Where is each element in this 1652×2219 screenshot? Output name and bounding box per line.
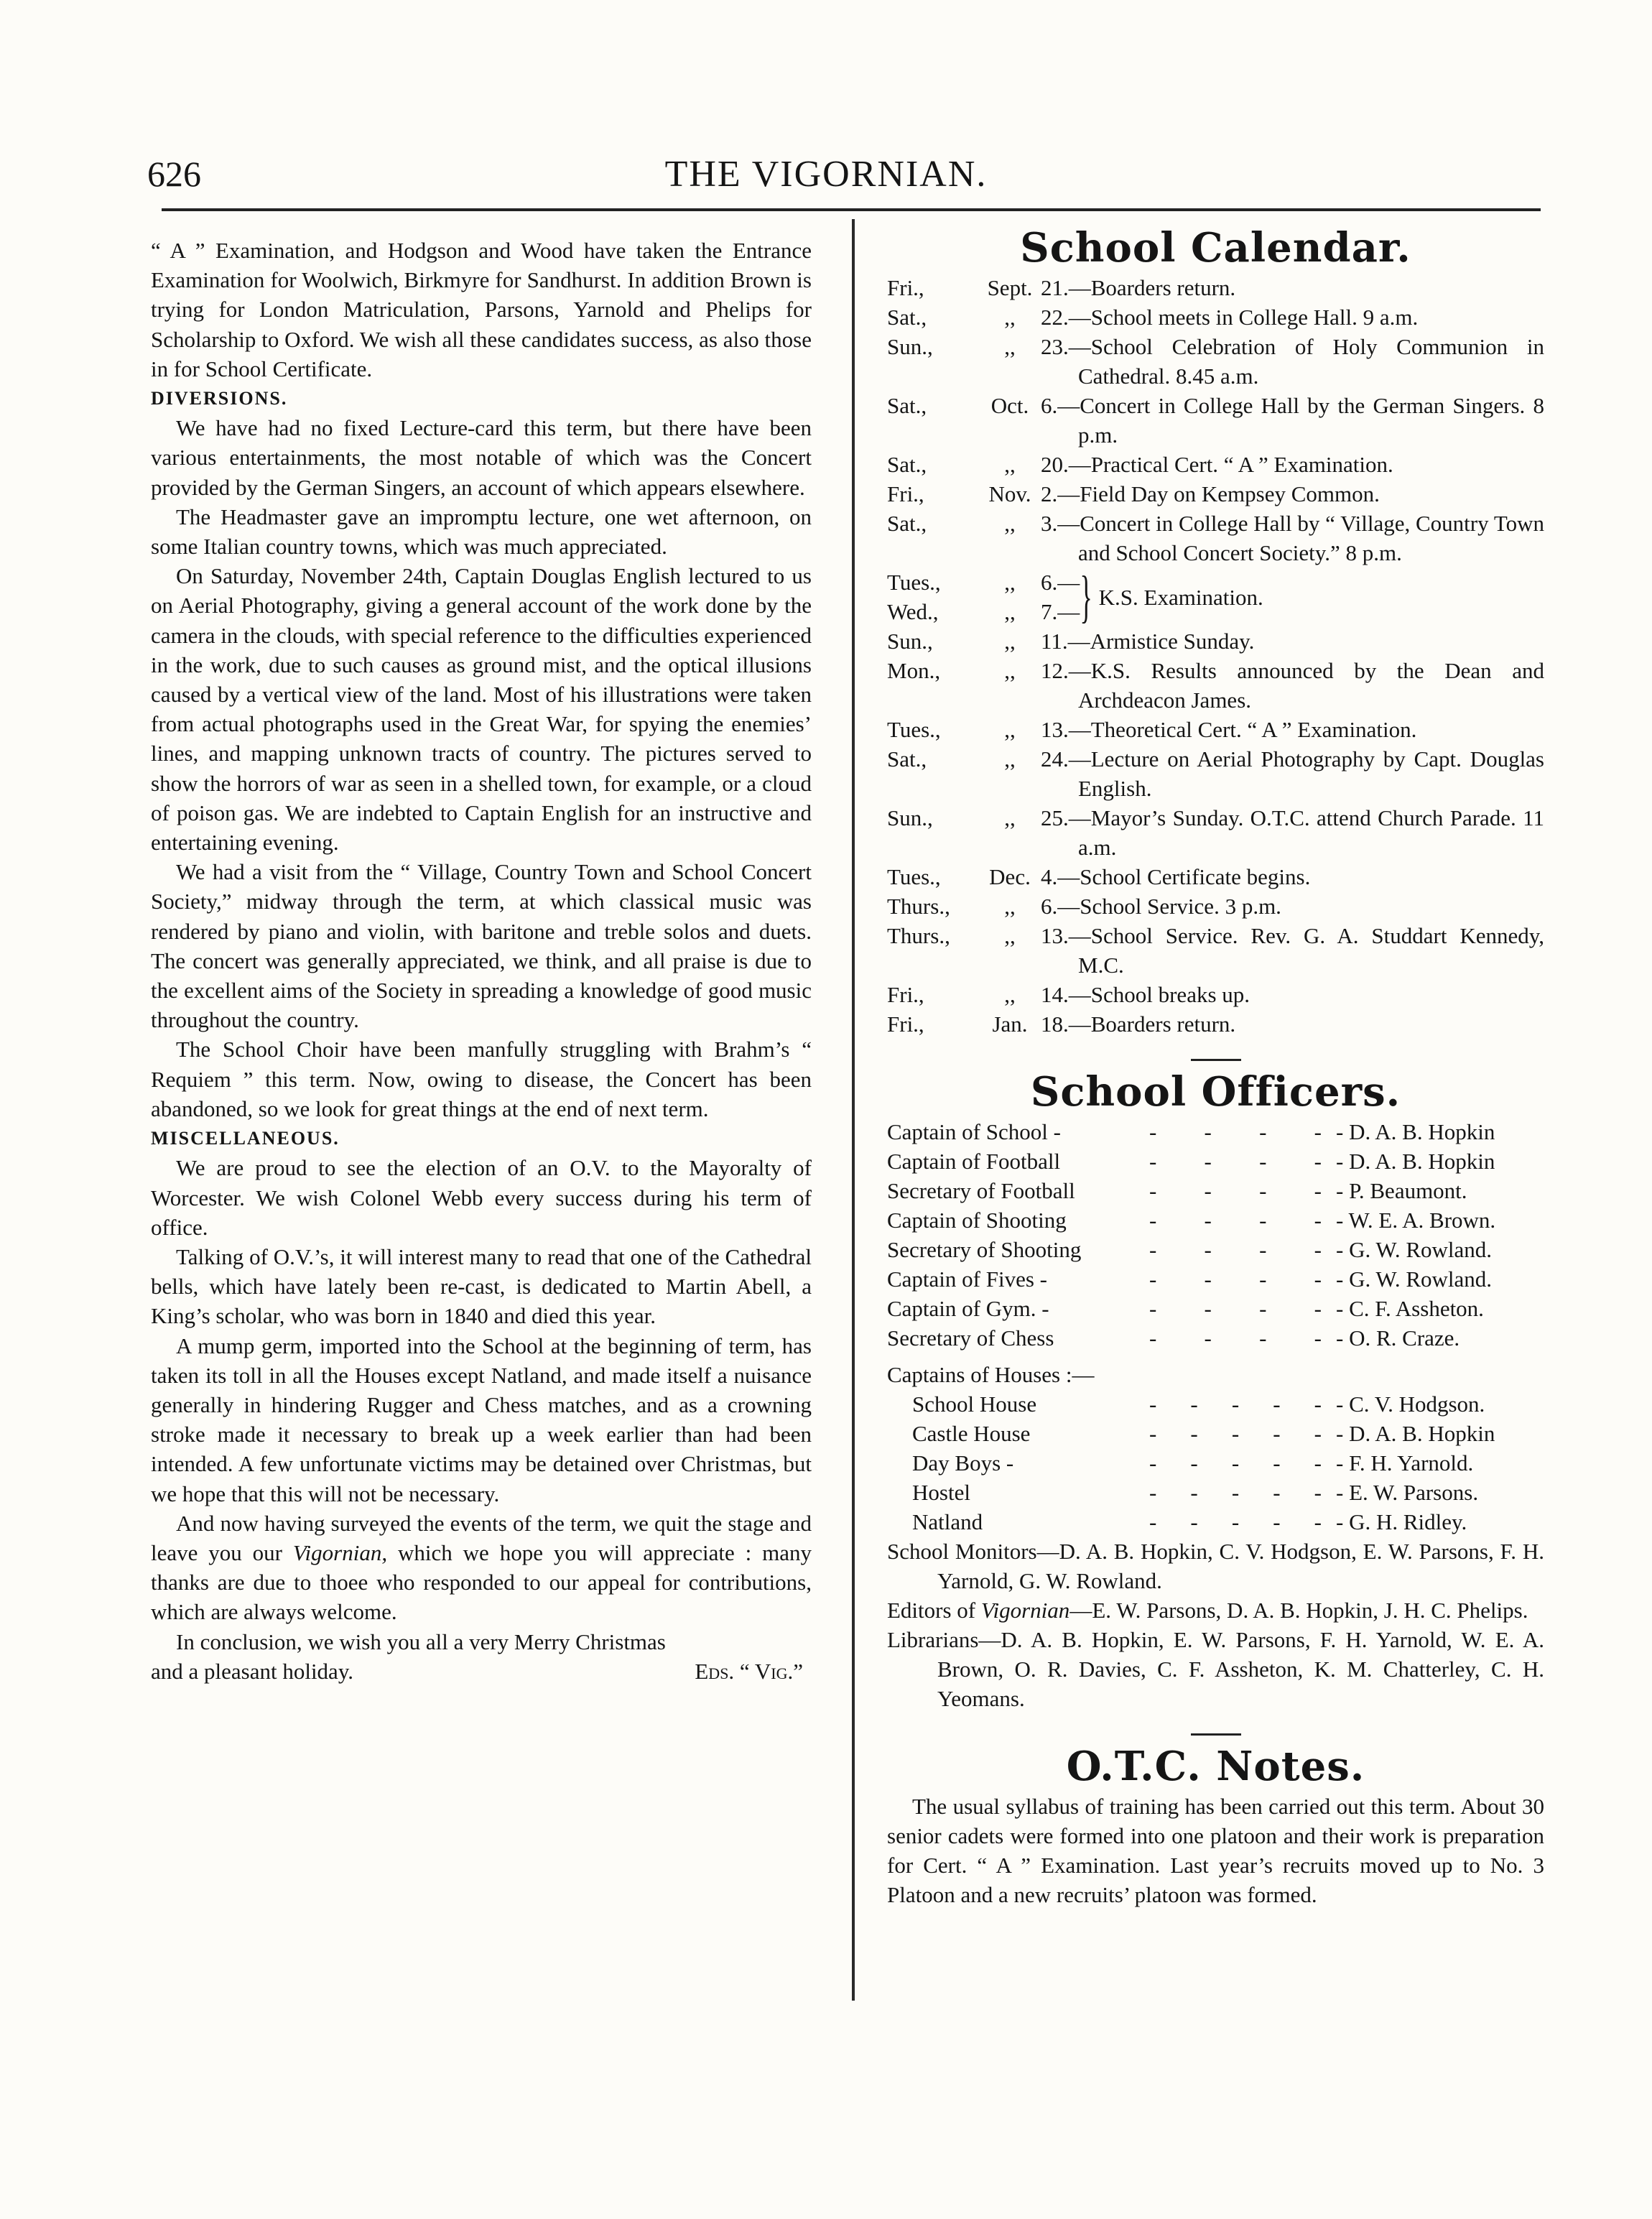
officer-role: Captain of School - bbox=[887, 1119, 1061, 1144]
calendar-month: ,, bbox=[1004, 923, 1016, 948]
calendar-row bbox=[887, 273, 1544, 302]
calendar-row bbox=[887, 391, 1544, 450]
calendar-row bbox=[887, 332, 1544, 391]
calendar-month: ,, bbox=[1004, 570, 1016, 595]
leader-dashes: - - - - bbox=[1149, 1237, 1322, 1262]
left-column bbox=[151, 236, 812, 1686]
paragraph-headmaster-lecture: The Headmaster gave an impromptu lecture, one wet afternoon, on some Italian country towns, which was much appreciated. bbox=[151, 504, 812, 560]
paragraph-conclusion: In conclusion, we wish you all a very Merry Christmas bbox=[176, 1629, 666, 1654]
calendar-row bbox=[887, 803, 1544, 862]
calendar-event: K.S. Examination. bbox=[1098, 584, 1263, 610]
calendar-day: Sun., bbox=[887, 805, 933, 830]
calendar-row bbox=[887, 626, 1544, 656]
calendar-event: 24.—Lecture on Aerial Photography by Capt. Douglas English. bbox=[1041, 746, 1544, 801]
officer-name: - C. V. Hodgson. bbox=[1336, 1391, 1485, 1417]
calendar-day: Sun., bbox=[887, 629, 933, 654]
editors-entry: Editors of Vigornian—E. W. Parsons, D. A. B. Hopkin, J. H. C. Phelips. bbox=[887, 1598, 1528, 1623]
officer-row bbox=[887, 1323, 1544, 1353]
leader-dashes: - - - - bbox=[1149, 1296, 1322, 1321]
officer-row bbox=[887, 1176, 1544, 1205]
officer-role: Hostel bbox=[912, 1480, 970, 1505]
calendar-month: ,, bbox=[1004, 511, 1016, 536]
calendar-month: Oct. bbox=[990, 393, 1029, 418]
calendar-date: 7.— bbox=[1041, 599, 1080, 624]
page-number: 626 bbox=[147, 154, 201, 194]
calendar-row bbox=[887, 1009, 1544, 1039]
calendar-event: 22.—School meets in College Hall. 9 a.m. bbox=[1041, 305, 1419, 330]
calendar-event: 6.—School Service. 3 p.m. bbox=[1041, 894, 1281, 919]
calendar-day: Mon., bbox=[887, 658, 941, 683]
calendar-day: Tues., bbox=[887, 864, 941, 889]
officer-role: Natland bbox=[912, 1509, 983, 1534]
calendar-month: ,, bbox=[1004, 599, 1016, 624]
officer-row bbox=[887, 1264, 1544, 1294]
calendar-row bbox=[887, 891, 1544, 921]
officer-row bbox=[887, 1205, 1544, 1235]
school-officers-heading: School Officers. bbox=[1030, 1068, 1401, 1116]
paragraph-lecture-card: We have had no fixed Lecture-card this term, but there have been various entertainments, the most notable of which was the Concert provided by the German Singers, an account of which appears elsewhere. bbox=[151, 415, 812, 500]
calendar-event: 14.—School breaks up. bbox=[1041, 982, 1250, 1007]
leader-dashes: - - - - bbox=[1149, 1208, 1322, 1233]
officers-list bbox=[887, 1117, 1544, 1353]
calendar-row bbox=[887, 862, 1544, 891]
officer-row bbox=[887, 1419, 1544, 1448]
officer-name: - O. R. Craze. bbox=[1336, 1325, 1460, 1351]
calendar-list-continued bbox=[887, 626, 1544, 1039]
right-column bbox=[887, 223, 1544, 1909]
calendar-month: Sept. bbox=[987, 275, 1033, 300]
calendar-month: ,, bbox=[1004, 982, 1016, 1007]
leader-dashes: - - - - - bbox=[1149, 1509, 1322, 1534]
paragraph-school-choir: The School Choir have been manfully struggling with Brahm’s “ Requiem ” this term. Now, owing to disease, the Concert has been abandoned, so we look for great things at the end of next term. bbox=[151, 1037, 812, 1121]
paragraph-concert-society: We had a visit from the “ Village, Country Town and School Concert Society,” midway through the term, at which classical music was rendered by piano and violin, with baritone and treble solos and duets. The concert was generally appreciated, we think, and all praise is due to the excellent aims of the Society in spreading a knowledge of good music throughout the country. bbox=[151, 859, 812, 1033]
calendar-day: Fri., bbox=[887, 1011, 924, 1037]
calendar-month: ,, bbox=[1004, 746, 1016, 772]
calendar-event: 11.—Armistice Sunday. bbox=[1041, 629, 1255, 654]
calendar-event: 20.—Practical Cert. “ A ” Examination. bbox=[1041, 452, 1393, 477]
calendar-month: ,, bbox=[1004, 894, 1016, 919]
leader-dashes: - - - - - bbox=[1149, 1480, 1322, 1505]
officer-name: - G. W. Rowland. bbox=[1336, 1237, 1492, 1262]
calendar-day: Sat., bbox=[887, 305, 927, 330]
officer-row bbox=[887, 1146, 1544, 1176]
calendar-event: 13.—Theoretical Cert. “ A ” Examination. bbox=[1041, 717, 1417, 742]
running-title: THE VIGORNIAN. bbox=[664, 154, 988, 195]
section-divider bbox=[1191, 1059, 1241, 1061]
officer-row bbox=[887, 1389, 1544, 1419]
paragraph-examinations: “ A ” Examination, and Hodgson and Wood have taken the Entrance Examination for Woolwich, Birkmyre for Sandhurst. In addition Brown is trying for London Matriculation, Parsons, Yarnold and Phelips for Scholarship to Oxford. We wish all these candidates success, as also those in for School Certificate. bbox=[151, 238, 812, 381]
calendar-day: Fri., bbox=[887, 275, 924, 300]
leader-dashes: - - - - bbox=[1149, 1325, 1322, 1351]
officer-row bbox=[887, 1235, 1544, 1264]
leader-dashes: - - - - - bbox=[1149, 1450, 1322, 1476]
paragraph-surveyed-events: And now having surveyed the events of the term, we quit the stage and leave you our Vigornian, which we hope you will appreciate : many thanks are due to thoee who responded to our appeal for contributions, which are always welcome. bbox=[151, 1510, 812, 1625]
calendar-row bbox=[887, 450, 1544, 479]
officer-row bbox=[887, 1507, 1544, 1537]
calendar-day: Sat., bbox=[887, 746, 927, 772]
captains-of-houses-heading: Captains of Houses :— bbox=[887, 1362, 1095, 1387]
officer-name: - E. W. Parsons. bbox=[1336, 1480, 1479, 1505]
school-monitors: School Monitors—D. A. B. Hopkin, C. V. Hodgson, E. W. Parsons, F. H. Yarnold, G. W. Rowland. bbox=[887, 1539, 1544, 1593]
calendar-day: Tues., bbox=[887, 570, 941, 595]
section-divider bbox=[1191, 1733, 1241, 1736]
otc-notes-text: The usual syllabus of training has been carried out this term. About 30 senior cadets were formed into one platoon and their work is preparation for Cert. “ A ” Examination. Last year’s recruits moved up to No. 3 Platoon and a new recruits’ platoon was formed. bbox=[887, 1794, 1544, 1907]
calendar-month: ,, bbox=[1004, 717, 1016, 742]
calendar-event: 6.—Concert in College Hall by the German Singers. 8 p.m. bbox=[1041, 393, 1544, 448]
calendar-row bbox=[887, 715, 1544, 744]
calendar-date: 6.— bbox=[1041, 570, 1080, 595]
leader-dashes: - - - - - bbox=[1149, 1391, 1322, 1417]
paragraph-aerial-photography: On Saturday, November 24th, Captain Douglas English lectured to us on Aerial Photography, giving a general account of the work done by the camera in the clouds, with special reference to the difficulties experienced in the work, due to such causes as ground mist, and the optical illusions caused by a vertical view of the land. Most of his illustrations were taken from actual photographs used in the Great War, for spying the enemies’ lines, and mapping unknown tracts of country. The pictures served to show the horrors of war as seen in a shelled town, for example, or a cloud of poison gas. We are indebted to Captain English for an instructive and entertaining evening. bbox=[151, 563, 812, 856]
officer-name: - G. W. Rowland. bbox=[1336, 1266, 1492, 1292]
leader-dashes: - - - - bbox=[1149, 1119, 1322, 1144]
officer-row bbox=[887, 1478, 1544, 1507]
calendar-day: Wed., bbox=[887, 599, 939, 624]
house-captains-list bbox=[887, 1389, 1544, 1537]
calendar-event: 13.—School Service. Rev. G. A. Studdart Kennedy, M.C. bbox=[1041, 923, 1544, 978]
officer-name: - G. H. Ridley. bbox=[1336, 1509, 1467, 1534]
ks-examination-entry bbox=[887, 565, 1544, 629]
column-divider bbox=[852, 219, 855, 2001]
editors-signature: Eds. “ Vig.” bbox=[695, 1658, 803, 1684]
calendar-day: Sat., bbox=[887, 452, 927, 477]
calendar-day: Thurs., bbox=[887, 923, 950, 948]
calendar-event: 2.—Field Day on Kempsey Common. bbox=[1041, 481, 1380, 506]
calendar-month: ,, bbox=[1004, 452, 1016, 477]
officer-role: Captain of Football bbox=[887, 1149, 1061, 1174]
calendar-day: Sun., bbox=[887, 334, 933, 359]
officer-row bbox=[887, 1448, 1544, 1478]
calendar-row bbox=[887, 302, 1544, 332]
calendar-event: 21.—Boarders return. bbox=[1041, 275, 1236, 300]
calendar-month: ,, bbox=[1004, 305, 1016, 330]
officer-name: - D. A. B. Hopkin bbox=[1336, 1149, 1495, 1174]
paragraph-mump-germ: A mump germ, imported into the School at the beginning of term, has taken its toll in all the Houses except Natland, and made itself a nuisance generally in hindering Rugger and Chess matches, and as a crowning stroke made it necessary to break up a week earlier than had been intended. A few unfortunate victims may be detained over Christmas, but we hope that this will not be necessary. bbox=[151, 1333, 812, 1506]
leader-dashes: - - - - bbox=[1149, 1178, 1322, 1203]
officer-name: - F. H. Yarnold. bbox=[1336, 1450, 1474, 1476]
officer-role: Captain of Gym. - bbox=[887, 1296, 1049, 1321]
closing-line bbox=[151, 1657, 812, 1686]
paragraph-cathedral-bells: Talking of O.V.’s, it will interest many to read that one of the Cathedral bells, which have lately been re-cast, is dedicated to Martin Abell, a King’s scholar, who was born in 1840 and died this year. bbox=[151, 1243, 812, 1329]
officer-name: - C. F. Assheton. bbox=[1336, 1296, 1484, 1321]
officer-role: Secretary of Football bbox=[887, 1178, 1075, 1203]
calendar-event: 12.—K.S. Results announced by the Dean and Archdeacon James. bbox=[1041, 658, 1544, 713]
calendar-event: 4.—School Certificate begins. bbox=[1041, 864, 1311, 889]
paragraph-mayoralty: We are proud to see the election of an O.V. to the Mayoralty of Worcester. We wish Colonel Webb every success during his term of office. bbox=[151, 1155, 812, 1240]
officer-name: - D. A. B. Hopkin bbox=[1336, 1119, 1495, 1144]
calendar-month: ,, bbox=[1004, 334, 1016, 359]
section-heading-miscellaneous: MISCELLANEOUS. bbox=[151, 1128, 340, 1149]
calendar-event: 25.—Mayor’s Sunday. O.T.C. attend Church Parade. 11 a.m. bbox=[1041, 805, 1544, 860]
calendar-day: Tues., bbox=[887, 717, 941, 742]
officer-name: - D. A. B. Hopkin bbox=[1336, 1421, 1495, 1446]
otc-notes-heading: O.T.C. Notes. bbox=[1066, 1743, 1365, 1790]
school-calendar-heading: School Calendar. bbox=[1020, 224, 1411, 272]
calendar-day: Fri., bbox=[887, 481, 924, 506]
calendar-event: 3.—Concert in College Hall by “ Village, Country Town and School Concert Society.” 8 p.m. bbox=[1041, 511, 1544, 565]
calendar-row bbox=[887, 656, 1544, 715]
calendar-event: 23.—School Celebration of Holy Communion in Cathedral. 8.45 a.m. bbox=[1041, 334, 1544, 389]
officer-row bbox=[887, 1117, 1544, 1146]
calendar-row bbox=[887, 921, 1544, 980]
librarians: Librarians—D. A. B. Hopkin, E. W. Parsons, F. H. Yarnold, W. E. A. Brown, O. R. Davies, C. F. Assheton, K. M. Chatterley, C. H. Yeomans. bbox=[887, 1627, 1544, 1711]
officer-role: Captain of Shooting bbox=[887, 1208, 1067, 1233]
officer-row bbox=[887, 1294, 1544, 1323]
calendar-month: Dec. bbox=[989, 864, 1031, 889]
officer-role: School House bbox=[912, 1391, 1037, 1417]
calendar-day: Thurs., bbox=[887, 894, 950, 919]
calendar-row bbox=[887, 479, 1544, 509]
officer-role: Captain of Fives - bbox=[887, 1266, 1047, 1292]
calendar-day: Fri., bbox=[887, 982, 924, 1007]
calendar-day: Sat., bbox=[887, 393, 927, 418]
leader-dashes: - - - - - bbox=[1149, 1421, 1322, 1446]
closing-text: and a pleasant holiday. bbox=[151, 1658, 354, 1684]
calendar-event: 18.—Boarders return. bbox=[1041, 1011, 1236, 1037]
calendar-list bbox=[887, 273, 1544, 568]
officer-name: - W. E. A. Brown. bbox=[1336, 1208, 1496, 1233]
officer-name: - P. Beaumont. bbox=[1336, 1178, 1467, 1203]
calendar-day: Sat., bbox=[887, 511, 927, 536]
officer-role: Day Boys - bbox=[912, 1450, 1014, 1476]
leader-dashes: - - - - bbox=[1149, 1266, 1322, 1292]
officer-role: Secretary of Shooting bbox=[887, 1237, 1082, 1262]
brace-icon: } bbox=[1080, 565, 1093, 629]
calendar-month: ,, bbox=[1004, 805, 1016, 830]
calendar-month: ,, bbox=[1004, 658, 1016, 683]
calendar-month: ,, bbox=[1004, 629, 1016, 654]
officer-role: Castle House bbox=[912, 1421, 1031, 1446]
officer-role: Secretary of Chess bbox=[887, 1325, 1054, 1351]
calendar-row bbox=[887, 509, 1544, 568]
calendar-row bbox=[887, 980, 1544, 1009]
section-heading-diversions: DIVERSIONS. bbox=[151, 388, 288, 409]
calendar-row bbox=[887, 744, 1544, 803]
calendar-month: Nov. bbox=[988, 481, 1031, 506]
header-rule bbox=[162, 208, 1541, 211]
calendar-month: Jan. bbox=[992, 1011, 1028, 1037]
leader-dashes: - - - - bbox=[1149, 1149, 1322, 1174]
